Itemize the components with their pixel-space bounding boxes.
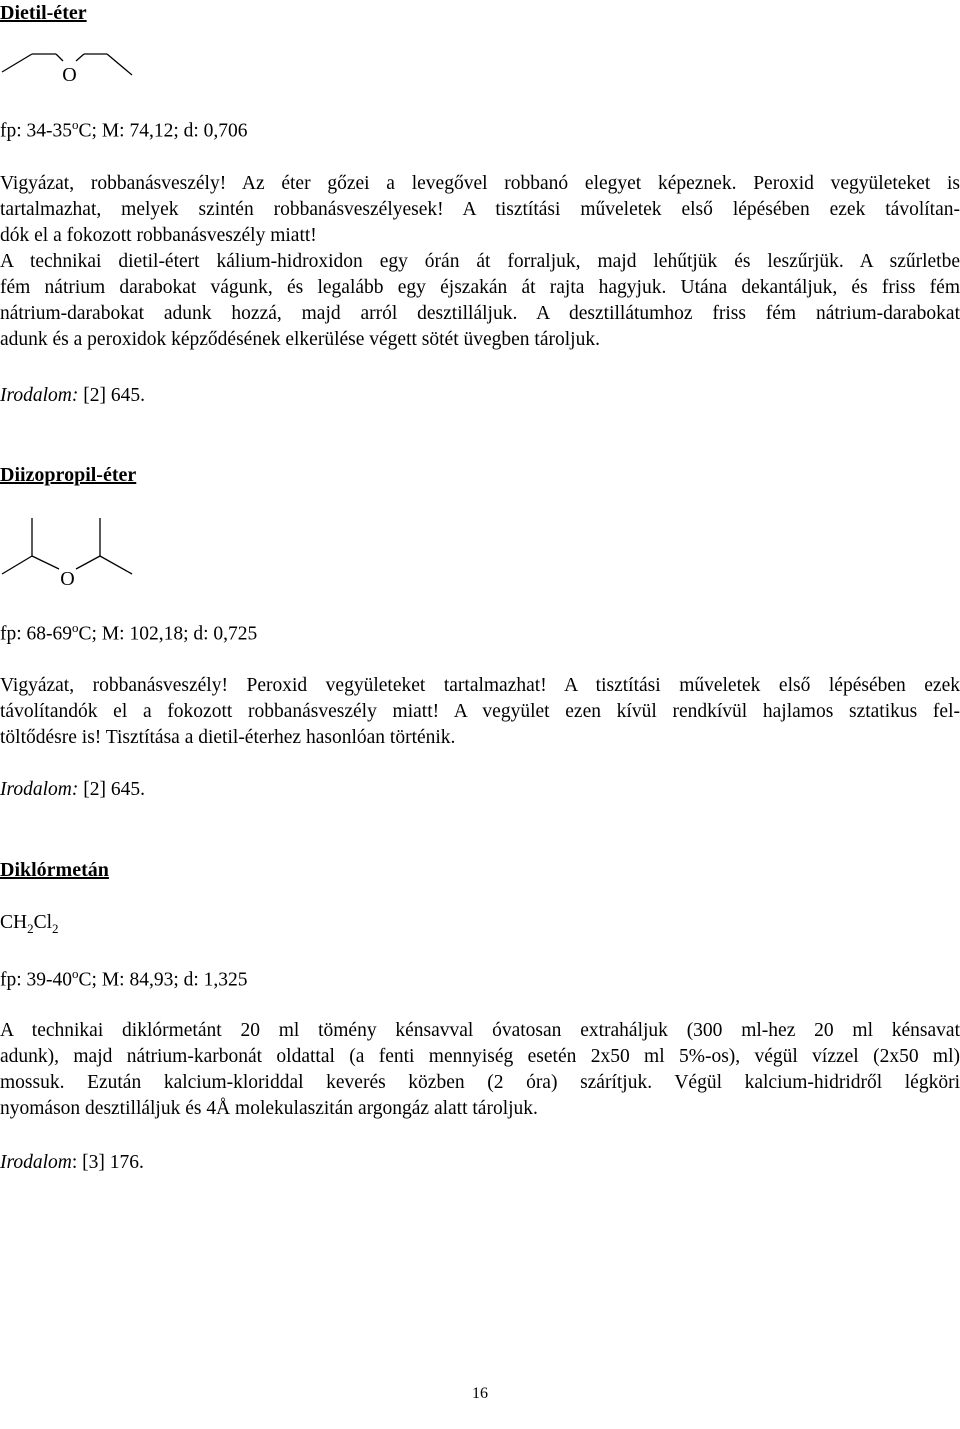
props-line-dietil-eter: fp: 34-35$^o$C; M: 74,12; d: 0,706 xyxy=(0,117,248,142)
paragraph-diklormetan: A technikai diklórmetánt 20 ml tömény kénsavval óvatosan extraháljuk (300 ml-hez 20 ml kénsavat adunk), majd nátrium-karbonát oldattal (a fenti mennyiség esetén 2x50 ml 5%-os), végül vízzel (2x50 ml) mossuk. Ezután kalcium-kloriddal keverés közben (2 óra) szárítjuk. Végül kalcium-hidridről légköri nyomáson desztilláljuk és 4Å molekulaszitán argongáz alatt tároljuk. xyxy=(0,1020,960,1119)
paragraph-dietil-eter: Vigyázat, robbanásveszély! Az éter gőzei a levegővel robbanó elegyet képeznek. Peroxid vegyületeket is tartalmazhat, melyek szintén robbanásveszélyesek! A tisztítási műveletek első lépésében ezek távolítan- dók el a fokozott robbanásveszély miatt! A technikai dietil-étert kálium-hidroxidon egy órán át forraljuk, majd lehűtjük és leszűrjük. A szűrletbe fém nátrium darabokat vágunk, és legalább egy éjszakán át rajta hagyjuk. Utána dekantáljuk, és friss fém nátrium-darabokat adunk hozzá, majd arról desztilláljuk. A desztillátumhoz friss fém nátrium-darabokat adunk és a peroxidok képződésének elkerülése végett sötét üvegben tároljuk. xyxy=(0,173,960,350)
props-line-diizopropil-eter: fp: 68-69$^o$C; M: 102,18; d: 0,725 xyxy=(0,620,258,645)
formula-diklormetan: $CH_2Cl_2$ xyxy=(0,912,59,936)
section-title-diizopropil-eter: Diizopropil-éter xyxy=(0,464,137,486)
props-line-diklormetan: fp: 39-40$^o$C; M: 84,93; d: 1,325 xyxy=(0,966,248,991)
paragraph-diizopropil-eter: Vigyázat, robbanásveszély! Peroxid vegyületeket tartalmazhat! A tisztítási műveletek első lépésében ezek távolítandók el a fokozott robbanásveszély miatt! A vegyület ezen kívül rendkívül hajlamos sztatikus fel- töltődésre is! Tisztítása a dietil-éterhez hasonlóan történik. xyxy=(0,675,960,748)
oxygen-atom-label: O xyxy=(60,568,75,590)
section-title-dietil-eter: Dietil-éter xyxy=(0,2,87,24)
oxygen-atom-label: O xyxy=(62,64,77,86)
page-number: 16 xyxy=(472,1385,488,1402)
section-title-diklormetan: Diklórmetán xyxy=(0,859,109,881)
reference-diizopropil-eter: Irodalom: [2] 645. xyxy=(0,779,145,800)
reference-diklormetan: Irodalom: [3] 176. xyxy=(0,1152,144,1173)
diizopropil-eter-structure xyxy=(0,516,140,590)
reference-dietil-eter: Irodalom: [2] 645. xyxy=(0,385,145,406)
dietil-eter-structure xyxy=(0,44,140,90)
